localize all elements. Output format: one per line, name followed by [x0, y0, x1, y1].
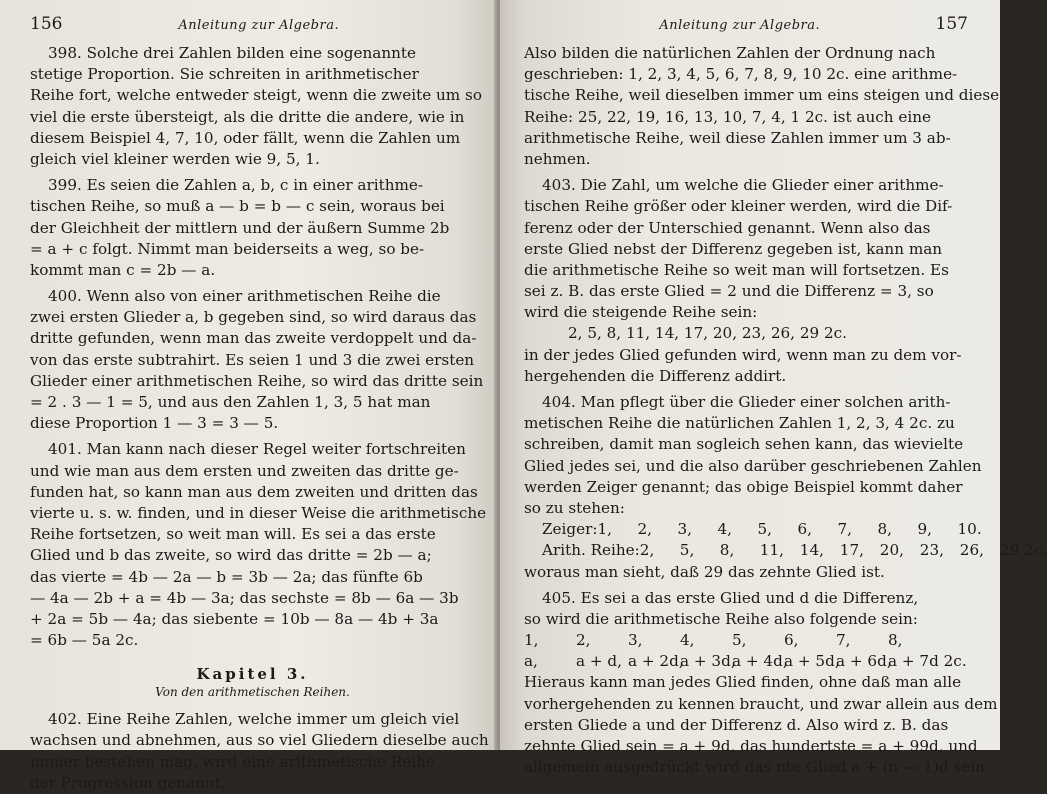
general-index: 2,	[576, 631, 591, 650]
table-cell: 1,	[597, 520, 612, 539]
text-line: zwei ersten Glieder a, b gegeben sind, so wird daraus das	[30, 308, 477, 327]
text-line: so wird die arithmetische Reihe also folgende sein:	[524, 609, 918, 628]
text-line: geschrieben: 1, 2, 3, 4, 5, 6, 7, 8, 9, 10 2c. eine arithme-	[524, 65, 958, 84]
text-line: Reihe fort, welche entweder steigt, wenn die zweite um so	[30, 86, 482, 105]
general-term: a + d,	[576, 652, 622, 671]
table-cell: 14,	[799, 541, 824, 560]
paragraph-402	[30, 709, 489, 794]
text-line: und wie man aus dem ersten und zweiten das dritte ge-	[30, 461, 459, 480]
table-cell: 26,	[959, 541, 984, 560]
table-cell: 4,	[717, 520, 732, 539]
page-number: 157	[935, 14, 968, 34]
table-cell: 8,	[877, 520, 892, 539]
chapter-subtitle: Von den arithmetischen Reihen.	[155, 685, 350, 700]
paragraph-continuation	[524, 43, 1000, 170]
table-cell: 23,	[919, 541, 944, 560]
text-line: 399. Es seien die Zahlen a, b, c in einer arithme-	[48, 176, 423, 195]
text-line: sei z. B. das erste Glied = 2 und die Differenz = 3, so	[524, 282, 934, 301]
text-line: werden Zeiger genannt; das obige Beispiel kommt daher	[524, 477, 963, 496]
text-line: die arithmetische Reihe so weit man will fortsetzen. Es	[524, 260, 949, 279]
paragraph-401	[30, 439, 487, 651]
text-line: der Gleichheit der mittlern und der äußern Summe 2b	[30, 218, 450, 237]
text-line: Also bilden die natürlichen Zahlen der Ordnung nach	[524, 44, 936, 62]
paragraph-404	[524, 392, 982, 519]
general-index: 1,	[524, 631, 539, 650]
general-index: 7,	[836, 631, 851, 650]
paragraph-405-end	[524, 672, 998, 778]
general-term: a + 6d,	[836, 652, 892, 671]
table-cell: 3,	[677, 520, 692, 539]
text-line: — 4a — 2b + a = 4b — 3a; das sechste = 8b — 6a — 3b	[30, 588, 459, 607]
general-term: a + 3d,	[680, 652, 736, 671]
right-page	[500, 0, 1047, 777]
general-term: a + 2d,	[628, 652, 684, 671]
table-cell: 17,	[839, 541, 864, 560]
table-cell: 2,	[637, 520, 652, 539]
paragraph-399	[30, 175, 475, 281]
chapter-title: Kapitel 3.	[196, 665, 309, 684]
text-line: schreiben, damit man sogleich sehen kann, das wievielte	[524, 435, 964, 454]
text-line: Reihe: 25, 22, 19, 16, 13, 10, 7, 4, 1 2c. ist auch eine	[524, 107, 931, 126]
table-cell: 10.	[957, 520, 982, 539]
text-line: = 2 . 3 — 1 = 5, und aus den Zahlen 1, 3, 5 hat man	[30, 393, 431, 411]
text-line: ersten Gliede a und der Differenz d. Also wird z. B. das	[524, 715, 949, 734]
text-line: von das erste subtrahirt. Es seien 1 und 3 die zwei ersten	[30, 350, 475, 369]
paragraph-398	[30, 43, 482, 170]
index-label: Zeiger:	[542, 520, 598, 539]
general-index: 3,	[628, 631, 643, 650]
text-line: Glieder einer arithmetischen Reihe, so wird das dritte sein	[30, 371, 484, 390]
text-line: + 2a = 5b — 4a; das siebente = 10b — 8a — 4b + 3a	[30, 609, 439, 628]
text-line: wird die steigende Reihe sein:	[524, 303, 758, 322]
general-terms-row	[524, 651, 968, 672]
running-header-left	[30, 14, 475, 38]
text-line: = a + c folgt. Nimmt man beiderseits a weg, so be-	[30, 239, 425, 258]
general-term: a + 7d 2c.	[888, 652, 967, 671]
text-line: 405. Es sei a das erste Glied und d die Differenz,	[542, 588, 919, 607]
text-line: kommt man c = 2b — a.	[30, 260, 216, 279]
table-cell: 6,	[797, 520, 812, 539]
text-line: tische Reihe, weil dieselben immer um eins steigen und diese	[524, 86, 1000, 105]
text-line: 404. Man pflegt über die Glieder einer solchen arith-	[542, 393, 951, 411]
text-line: zehnte Glied sein = a + 9d, das hundertste = a + 99d, und	[524, 737, 978, 755]
example-series: 2, 5, 8, 11, 14, 17, 20, 23, 26, 29 2c.	[568, 324, 847, 343]
text-line: vierte u. s. w. finden, und in dieser Weise die arithmetische	[30, 503, 487, 522]
table-cell: 29 2c.	[999, 541, 1047, 560]
text-line: der Progression genannt.	[30, 773, 226, 792]
text-line: dritte gefunden, wenn man das zweite verdoppelt und da-	[30, 329, 477, 348]
text-line: stetige Proportion. Sie schreiten in arithmetischer	[30, 65, 419, 84]
table-cell: 11,	[759, 541, 784, 560]
text-line: viel die erste übersteigt, als die dritte die andere, wie in	[30, 107, 465, 126]
page-number: 156	[30, 14, 63, 34]
text-line: 401. Man kann nach dieser Regel weiter fortschreiten	[48, 440, 466, 459]
left-page	[0, 0, 497, 792]
text-line: gleich viel kleiner werden wie 9, 5, 1.	[30, 149, 320, 168]
text-line: nehmen.	[524, 149, 591, 168]
general-index: 4,	[680, 631, 695, 650]
text-line: wachsen und abnehmen, aus so viel Gliedern dieselbe auch	[30, 731, 489, 750]
text-line: allgemein ausgedrückt wird das nte Glied a + (n — 1)d sein.	[524, 758, 990, 777]
general-index-row	[524, 630, 968, 651]
table-cell: 5,	[757, 520, 772, 539]
general-index: 5,	[732, 631, 747, 650]
general-term: a + 4d,	[732, 652, 788, 671]
series-row	[524, 540, 1047, 561]
table-cell: 2,	[639, 541, 655, 560]
table-cell: 8,	[719, 541, 735, 560]
text-line: funden hat, so kann man aus dem zweiten und dritten das	[30, 482, 478, 501]
paragraph-404-end: woraus man sieht, daß 29 das zehnte Glied ist.	[524, 562, 885, 581]
paragraph-403-end	[524, 345, 968, 387]
text-line: 400. Wenn also von einer arithmetischen Reihe die	[48, 287, 441, 306]
text-line: das vierte = 4b — 2a — b = 3b — 2a; das fünfte 6b	[30, 567, 423, 586]
table-cell: 5,	[679, 541, 695, 560]
paragraph-405	[524, 588, 968, 630]
text-line: 398. Solche drei Zahlen bilden eine sogenannte	[48, 44, 416, 62]
text-line: diese Proportion 1 — 3 = 3 — 5.	[30, 414, 279, 433]
text-line: tischen Reihe, so muß a — b = b — c sein, woraus bei	[30, 197, 445, 216]
running-head-title: Anleitung zur Algebra.	[178, 18, 340, 33]
text-line: = 6b — 5a 2c.	[30, 631, 139, 650]
text-line: Glied jedes sei, und die also darüber geschriebenen Zahlen	[524, 456, 982, 475]
general-term: a + 5d,	[784, 652, 840, 671]
paragraph-403	[524, 175, 968, 323]
text-line: vorhergehenden zu kennen braucht, und zwar allein aus dem	[524, 694, 998, 713]
text-line: in der jedes Glied gefunden wird, wenn man zu dem vor-	[524, 345, 962, 364]
text-line: immer bestehen mag, wird eine arithmetische Reihe	[30, 752, 436, 771]
table-cell: 9,	[917, 520, 932, 539]
text-line: erste Glied nebst der Differenz gegeben ist, kann man	[524, 239, 943, 258]
text-line: so zu stehen:	[524, 498, 625, 517]
running-head-title: Anleitung zur Algebra.	[659, 18, 821, 33]
series-label: Arith. Reihe:	[542, 541, 640, 560]
text-line: ferenz oder der Unterschied genannt. Wenn also das	[524, 218, 931, 237]
running-header-right	[524, 14, 968, 38]
text-line: Glied und b das zweite, so wird das dritte = 2b — a;	[30, 546, 432, 565]
general-index: 6,	[784, 631, 799, 650]
text-line: 402. Eine Reihe Zahlen, welche immer um gleich viel	[48, 710, 460, 729]
text-line: metischen Reihe die natürlichen Zahlen 1, 2, 3, 4 2c. zu	[524, 414, 955, 433]
text-line: Hieraus kann man jedes Glied finden, ohne daß man alle	[524, 673, 962, 692]
text-line: 403. Die Zahl, um welche die Glieder einer arithme-	[542, 176, 944, 195]
general-index: 8,	[888, 631, 903, 650]
text-line: hergehenden die Differenz addirt.	[524, 366, 787, 385]
paragraph-400	[30, 286, 484, 434]
text-line: Reihe fortsetzen, so weit man will. Es sei a das erste	[30, 525, 436, 544]
general-term: a,	[524, 652, 538, 671]
index-row	[524, 519, 982, 540]
table-cell: 7,	[837, 520, 852, 539]
text-line: diesem Beispiel 4, 7, 10, oder fällt, wenn die Zahlen um	[30, 128, 461, 147]
table-cell: 20,	[879, 541, 904, 560]
text-line: arithmetische Reihe, weil diese Zahlen immer um 3 ab-	[524, 128, 951, 147]
text-line: tischen Reihe größer oder kleiner werden, wird die Dif-	[524, 197, 953, 216]
